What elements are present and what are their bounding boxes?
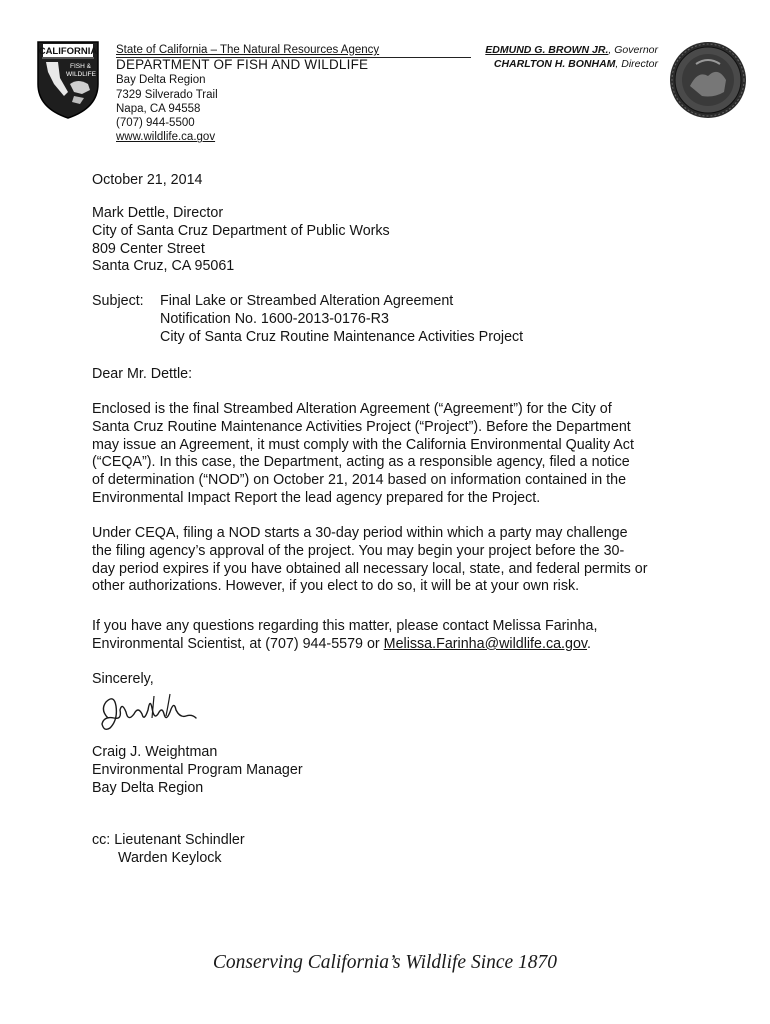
signer-region: Bay Delta Region [92, 779, 204, 796]
paragraph-line [92, 636, 682, 654]
paragraph-line: Environmental Impact Report the lead agency prepared for the Project. [92, 489, 541, 506]
department-name: DEPARTMENT OF FISH AND WILDLIFE [116, 57, 369, 73]
street-address: 7329 Silverado Trail [116, 88, 218, 101]
director-name: CHARLTON H. BONHAM [493, 58, 616, 70]
recipient-line: Mark Dettle, Director [92, 205, 224, 221]
phone-number: (707) 944-5500 [116, 117, 195, 130]
contact-prefix: Environmental Scientist, at (707) 944-5579 or [92, 635, 384, 652]
city-state-zip: Napa, CA 94558 [116, 102, 201, 115]
subject-line: Notification No. 1600-2013-0176-R3 [160, 310, 389, 327]
paragraph-line: If you have any questions regarding this matter, please contact Melissa Farinha, [92, 618, 598, 634]
cc-block [92, 832, 682, 868]
agency-line: State of California – The Natural Resources Agency [116, 44, 380, 56]
paragraph-line: Enclosed is the final Streambed Alteration Agreement (“Agreement”) for the City of [92, 401, 612, 417]
paragraph-line: (“CEQA”). In this case, the Department, acting as a responsible agency, filed a notice [92, 454, 630, 471]
subject-block [92, 293, 682, 346]
governor-title: , Governor [608, 44, 658, 56]
cc-line: cc: Lieutenant Schindler [92, 832, 245, 848]
letterhead-divider [116, 57, 471, 58]
salutation-text: Dear Mr. Dettle: [92, 366, 193, 382]
contact-suffix: . [587, 635, 592, 652]
paragraph-line: the filing agency’s approval of the project. You may begin your project before the 30- [92, 542, 625, 559]
badge-text-california: CALIFORNIA [38, 46, 98, 57]
paragraph-line: other authorizations. However, if you elect to do so, it will be at your own risk. [92, 578, 580, 595]
department-seal-icon [668, 40, 748, 120]
signer-block [92, 744, 682, 797]
badge-text-fish: FISH & [70, 63, 91, 70]
letterhead-address-block [116, 43, 379, 145]
badge-text-wildlife: WILDLIFE [66, 71, 96, 78]
recipient-line: Santa Cruz, CA 95061 [92, 258, 235, 275]
region-name: Bay Delta Region [116, 74, 206, 87]
paragraph-line: Santa Cruz Routine Maintenance Activities Project (“Project”). Before the Department [92, 418, 631, 435]
subject-label: Subject: [92, 293, 144, 309]
paragraph-ceqa [92, 525, 682, 596]
signer-name: Craig J. Weightman [92, 744, 218, 760]
signer-title: Environmental Program Manager [92, 761, 303, 778]
date-text: October 21, 2014 [92, 172, 203, 188]
paragraph-contact [92, 618, 682, 654]
closing-text: Sincerely, [92, 671, 154, 687]
contact-email-link[interactable]: Melissa.Farinha@wildlife.ca.gov [383, 635, 588, 652]
recipient-address [92, 205, 682, 276]
governor-name: EDMUND G. BROWN JR. [485, 44, 609, 56]
handwritten-signature [96, 688, 216, 736]
paragraph-line: may issue an Agreement, it must comply with the California Environmental Quality Act [92, 436, 634, 453]
salutation [92, 366, 682, 384]
recipient-line: City of Santa Cruz Department of Public Works [92, 222, 390, 239]
subject-line: Final Lake or Streambed Alteration Agreement [160, 293, 454, 309]
letter-date [92, 172, 682, 190]
subject-line: City of Santa Cruz Routine Maintenance Activities Project [160, 328, 524, 345]
cc-line: Warden Keylock [118, 849, 222, 866]
recipient-line: 809 Center Street [92, 240, 205, 257]
paragraph-line: day period expires if you have obtained all necessary local, state, and federal permits or [92, 560, 648, 577]
closing [92, 671, 682, 689]
paragraph-line: Under CEQA, filing a NOD starts a 30-day period within which a party may challenge [92, 525, 628, 541]
director-title: , Director [615, 58, 658, 70]
website-link[interactable]: www.wildlife.ca.gov [116, 131, 216, 144]
california-fish-wildlife-badge-icon [34, 38, 102, 120]
paragraph-line: of determination (“NOD”) on October 21, 2014 based on information contained in the [92, 472, 627, 489]
footer-motto: Conserving California’s Wildlife Since 1870 [212, 952, 558, 973]
officials-block [470, 43, 658, 71]
paragraph-agreement [92, 401, 682, 508]
